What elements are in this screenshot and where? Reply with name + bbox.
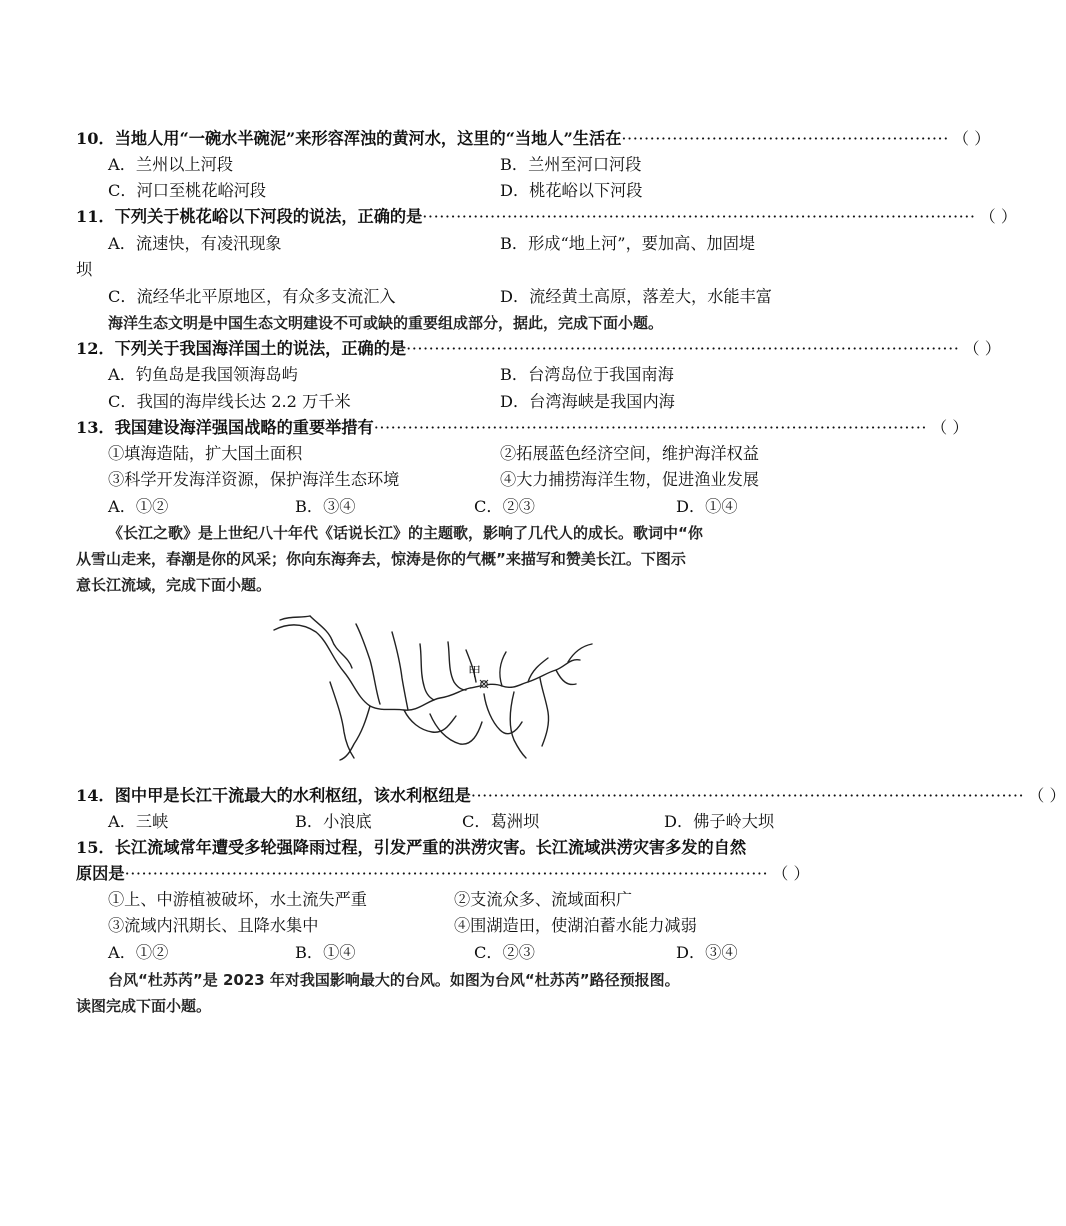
q12-stem: 12．下列关于我国海洋国土的说法，正确的是 xyxy=(76,339,407,358)
q13-choice-b: B．③④ xyxy=(295,497,356,516)
intro-yangtze-line-1: 《长江之歌》是上世纪八十年代《话说长江》的主题歌，影响了几代人的成长。歌词中“你 xyxy=(108,524,703,542)
dam-marker-icon xyxy=(480,680,488,688)
intro-typhoon-line-2: 读图完成下面小题。 xyxy=(76,997,212,1015)
q13-choice-d: D．①④ xyxy=(676,497,738,516)
q15-item-3: ③流域内汛期长、且降水集中 xyxy=(108,916,319,935)
q14-stem-line xyxy=(76,783,1066,809)
q14-choice-a: A．三峡 xyxy=(108,812,169,831)
q11-stem: 11．下列关于桃花峪以下河段的说法，正确的是 xyxy=(76,207,423,226)
q12-option-a: A．钓鱼岛是我国领海岛屿 xyxy=(108,365,298,384)
q13-item-2: ②拓展蓝色经济空间，维护海洋权益 xyxy=(500,444,759,463)
q15-stem-line-1: 15．长江流域常年遭受多轮强降雨过程，引发严重的洪涝灾害。长江流域洪涝灾害多发的自然 xyxy=(76,838,747,857)
q11-stem-line xyxy=(76,204,1018,230)
answer-paren: （ ） xyxy=(1028,786,1066,805)
q15-item-1: ①上、中游植被破坏，水土流失严重 xyxy=(108,890,367,909)
q15-stem-cont: 原因是 xyxy=(76,864,125,883)
q13-item-1: ①填海造陆，扩大国土面积 xyxy=(108,444,303,463)
q15-item-2: ②支流众多、流域面积广 xyxy=(454,890,633,909)
q13-choice-c: C．②③ xyxy=(474,497,535,516)
q15-choice-c: C．②③ xyxy=(474,943,535,962)
map-label-jia: 甲 xyxy=(468,665,482,680)
leader-dots: ·································································································· xyxy=(373,418,927,437)
q14-stem: 14．图中甲是长江干流最大的水利枢纽，该水利枢纽是 xyxy=(76,786,471,805)
q13-choice-a: A．①② xyxy=(108,497,169,516)
q12-option-b: B．台湾岛位于我国南海 xyxy=(500,365,674,384)
q13-item-3: ③科学开发海洋资源，保护海洋生态环境 xyxy=(108,470,400,489)
q10-option-d: D．桃花峪以下河段 xyxy=(500,181,643,200)
q11-option-d: D．流经黄土高原，落差大，水能丰富 xyxy=(500,287,772,306)
leader-dots: ·································································································· xyxy=(406,339,960,358)
q15-choice-a: A．①② xyxy=(108,943,169,962)
q14-choice-b: B．小浪底 xyxy=(295,812,372,831)
intro-yangtze-line-3: 意长江流域，完成下面小题。 xyxy=(76,576,272,594)
q13-stem: 13．我国建设海洋强国战略的重要举措有 xyxy=(76,418,374,437)
q12-option-c: C．我国的海岸线长达 2.2 万千米 xyxy=(108,392,351,411)
q11-option-b: B．形成“地上河”，要加高、加固堤 xyxy=(500,234,756,253)
q12-option-d: D．台湾海峡是我国内海 xyxy=(500,392,675,411)
q11-option-b-continued: 坝 xyxy=(76,260,93,279)
q15-choice-d: D．③④ xyxy=(676,943,738,962)
intro-yangtze-line-2: 从雪山走来，春潮是你的风采；你向东海奔去，惊涛是你的气概”来描写和赞美长江。下图示 xyxy=(76,550,686,568)
intro-ocean: 海洋生态文明是中国生态文明建设不可或缺的重要组成部分，据此，完成下面小题。 xyxy=(108,314,664,332)
answer-paren: （ ） xyxy=(952,129,991,148)
q14-choice-d: D．佛子岭大坝 xyxy=(664,812,775,831)
q10-stem-line xyxy=(76,126,991,152)
answer-paren: （ ） xyxy=(930,418,969,437)
answer-paren: （ ） xyxy=(979,207,1018,226)
leader-dots: ·································································································· xyxy=(470,786,1025,805)
intro-typhoon-line-1: 台风“杜苏芮”是 2023 年对我国影响最大的台风。如图为台风“杜苏芮”路径预报图。 xyxy=(108,971,680,989)
q10-option-b: B．兰州至河口河段 xyxy=(500,155,642,174)
answer-paren: （ ） xyxy=(963,339,1001,358)
answer-paren: （ ） xyxy=(772,864,810,883)
q15-choice-b: B．①④ xyxy=(295,943,356,962)
leader-dots: ·················································································································· xyxy=(124,864,769,883)
q15-stem-line-2 xyxy=(76,861,810,887)
q15-item-4: ④围湖造田，使湖泊蓄水能力减弱 xyxy=(454,916,697,935)
leader-dots: ·································································································· xyxy=(422,207,976,226)
q10-option-a: A．兰州以上河段 xyxy=(108,155,234,174)
q14-choice-c: C．葛洲坝 xyxy=(462,812,540,831)
q10-stem: 10．当地人用“一碗水半碗泥”来形容浑浊的黄河水，这里的“当地人”生活在 xyxy=(76,129,622,148)
q11-option-a: A．流速快，有凌汛现象 xyxy=(108,234,282,253)
yangtze-basin-map xyxy=(270,612,600,762)
q12-stem-line xyxy=(76,336,1001,362)
q13-stem-line xyxy=(76,415,969,441)
q11-option-c: C．流经华北平原地区，有众多支流汇入 xyxy=(108,287,396,306)
leader-dots: ·························································· xyxy=(621,129,949,148)
q10-option-c: C．河口至桃花峪河段 xyxy=(108,181,267,200)
q13-item-4: ④大力捕捞海洋生物，促进渔业发展 xyxy=(500,470,759,489)
